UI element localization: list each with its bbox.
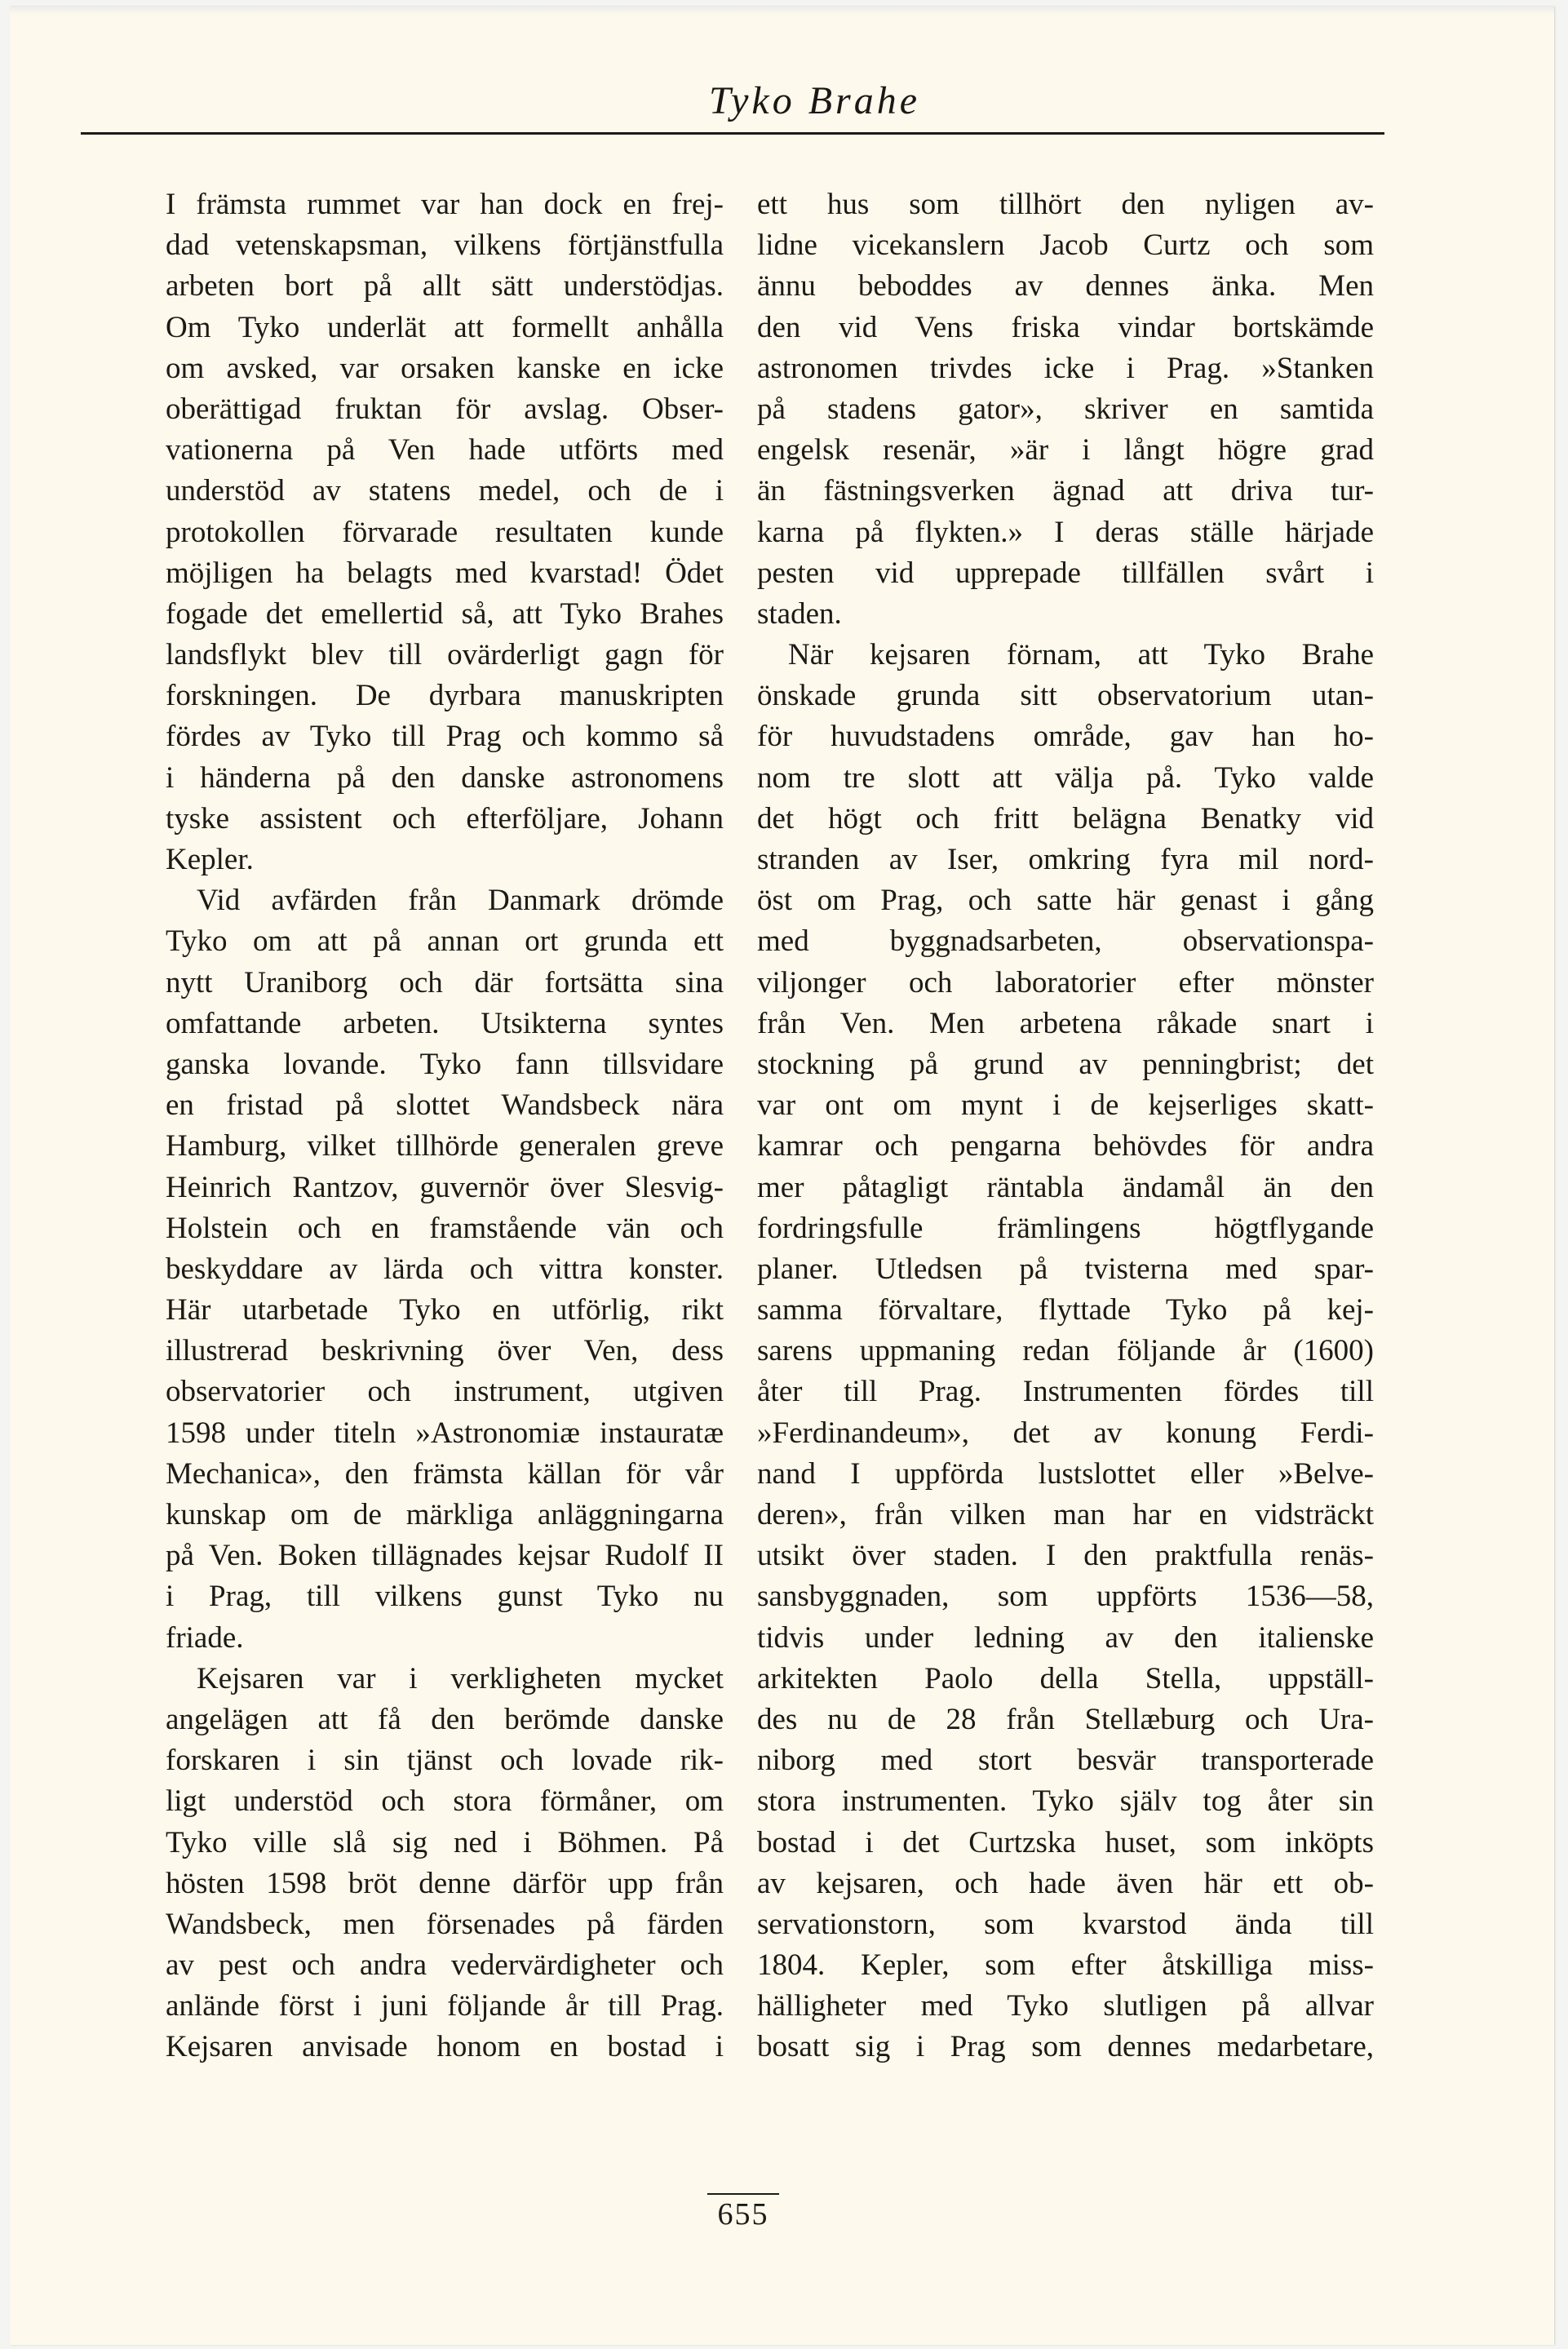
text-line: ett hus som tillhört den nyligen av-: [757, 188, 1374, 221]
text-line: forskningen. De dyrbara manuskripten: [166, 679, 724, 713]
text-line: I främsta rummet var han dock en frej-: [166, 188, 724, 221]
text-line: 1598 under titeln »Astronomiæ instauratæ: [166, 1416, 724, 1450]
text-line: pesten vid upprepade tillfällen svårt i: [757, 556, 1374, 590]
text-line: ännu beboddes av dennes änka. Men: [757, 269, 1374, 304]
text-line: Kejsaren var i verkligheten mycket: [197, 1661, 724, 1695]
text-line: stockning på grund av penningbrist; det: [757, 1047, 1374, 1081]
text-line: understöd av statens medel, och de i: [166, 474, 724, 508]
text-line: astronomen trivdes icke i Prag. »Stanken: [757, 351, 1374, 385]
text-line: protokollen förvarade resultaten kunde: [166, 515, 724, 549]
text-line: arbeten bort på allt sätt understödjas.: [166, 269, 724, 304]
text-line: bosatt sig i Prag som dennes medarbetare,: [757, 2030, 1374, 2064]
text-line: fordringsfulle främlingens högtflygande: [757, 1211, 1374, 1245]
book-page: [10, 7, 1554, 2345]
text-line: på Ven. Boken tillägnades kejsar Rudolf II: [166, 1539, 724, 1573]
text-line: än fästningsverken ägnad att driva tur-: [757, 474, 1374, 508]
text-line: hösten 1598 bröt denne därför upp från: [166, 1866, 724, 1900]
text-line: observatorier och instrument, utgiven: [166, 1375, 724, 1409]
text-line: Kejsaren anvisade honom en bostad i: [166, 2030, 724, 2064]
text-column-left: [166, 184, 724, 2068]
page-top-edge: [10, 7, 1554, 15]
text-line: kamrar och pengarna behövdes för andra: [757, 1129, 1374, 1163]
text-line: nytt Uraniborg och där fortsätta sina: [166, 965, 724, 999]
text-line: nom tre slott att välja på. Tyko valde: [757, 760, 1374, 795]
text-column-right: [757, 184, 1374, 2068]
text-line: det högt och fritt belägna Benatky vid: [757, 801, 1374, 835]
text-line: fördes av Tyko till Prag och kommo så: [166, 720, 724, 754]
text-line: Här utarbetade Tyko en utförlig, rikt: [166, 1293, 724, 1327]
text-line: beskyddare av lärda och vittra konster.: [166, 1252, 724, 1286]
text-line: var ont om mynt i de kejserliges skatt-: [757, 1088, 1374, 1123]
text-line: När kejsaren förnam, att Tyko Brahe: [788, 638, 1374, 672]
text-line: sansbyggnaden, som uppförts 1536—58,: [757, 1580, 1374, 1614]
text-line: hälligheter med Tyko slutligen på allvar: [757, 1989, 1374, 2023]
text-line: fogade det emellertid så, att Tyko Brahes: [166, 596, 724, 631]
text-line: för huvudstadens område, gav han ho-: [757, 720, 1374, 754]
text-line: 1804. Kepler, som efter åtskilliga miss-: [757, 1948, 1374, 1983]
text-line: friade.: [166, 1620, 244, 1655]
text-line: utsikt över staden. I den praktfulla renäs-: [757, 1539, 1374, 1573]
text-line: öst om Prag, och satte här genast i gång: [757, 884, 1374, 918]
text-line: tidvis under ledning av den italienske: [757, 1620, 1374, 1655]
text-line: omfattande arbeten. Utsikterna syntes: [166, 1006, 724, 1040]
text-line: Kepler.: [166, 843, 254, 876]
text-line: forskaren i sin tjänst och lovade rik-: [166, 1744, 724, 1778]
text-line: stora instrumenten. Tyko själv tog åter sin: [757, 1784, 1374, 1819]
text-line: Heinrich Rantzov, guvernör över Slesvig-: [166, 1170, 724, 1204]
text-line: samma förvaltare, flyttade Tyko på kej-: [757, 1293, 1374, 1327]
text-line: möjligen ha belagts med kvarstad! Ödet: [166, 556, 724, 590]
text-line: önskade grunda sitt observatorium utan-: [757, 679, 1374, 713]
text-line: åter till Prag. Instrumenten fördes till: [757, 1375, 1374, 1409]
text-line: karna på flykten.» I deras ställe härjade: [757, 515, 1374, 549]
text-line: Om Tyko underlät att formellt anhålla: [166, 310, 724, 344]
text-line: ganska lovande. Tyko fann tillsvidare: [166, 1047, 724, 1081]
text-line: oberättigad fruktan för avslag. Obser-: [166, 392, 724, 426]
text-line: stranden av Iser, omkring fyra mil nord-: [757, 843, 1374, 876]
text-line: arkitekten Paolo della Stella, uppställ-: [757, 1661, 1374, 1695]
text-line: nand I uppförda lustslottet eller »Belve-: [757, 1456, 1374, 1491]
text-line: engelsk resenär, »är i långt högre grad: [757, 433, 1374, 468]
text-line: dad vetenskapsman, vilkens förtjänstfulla: [166, 228, 724, 263]
text-line: Tyko ville slå sig ned i Böhmen. På: [166, 1825, 724, 1859]
text-line: bostad i det Curtzska huset, som inköpts: [757, 1825, 1374, 1859]
text-line: från Ven. Men arbetena råkade snart i: [757, 1006, 1374, 1040]
header-rule: [81, 132, 1384, 135]
text-line: illustrerad beskrivning över Ven, dess: [166, 1334, 724, 1368]
text-line: tyske assistent och efterföljare, Johann: [166, 801, 724, 835]
text-line: Hamburg, vilket tillhörde generalen greve: [166, 1129, 724, 1163]
text-line: Holstein och en framstående vän och: [166, 1211, 724, 1245]
text-line: på stadens gator», skriver en samtida: [757, 392, 1374, 426]
text-line: vationerna på Ven hade utförts med: [166, 433, 724, 468]
text-line: sarens uppmaning redan följande år (1600): [757, 1334, 1374, 1368]
text-line: servationstorn, som kvarstod ända till: [757, 1907, 1374, 1941]
text-line: planer. Utledsen på tvisterna med spar-: [757, 1252, 1374, 1286]
text-line: mer påtagligt räntabla ändamål än den: [757, 1170, 1374, 1204]
text-line: Vid avfärden från Danmark drömde: [197, 884, 724, 918]
text-line: av kejsaren, och hade även här ett ob-: [757, 1866, 1374, 1900]
text-line: i händerna på den danske astronomens: [166, 760, 724, 795]
text-line: kunskap om de märkliga anläggningarna: [166, 1498, 724, 1531]
page-number-rule: [707, 2193, 779, 2195]
running-head: Tyko Brahe: [708, 79, 921, 122]
text-line: viljonger och laboratorier efter mönster: [757, 965, 1374, 999]
page-number: 655: [717, 2197, 769, 2232]
text-line: deren», från vilken man har en vidsträckt: [757, 1498, 1374, 1531]
text-line: des nu de 28 från Stellæburg och Ura-: [757, 1702, 1374, 1736]
text-line: »Ferdinandeum», det av konung Ferdi-: [757, 1416, 1374, 1450]
text-line: av pest och andra vedervärdigheter och: [166, 1948, 724, 1983]
text-line: Wandsbeck, men försenades på färden: [166, 1907, 724, 1941]
text-line: ligt understöd och stora förmåner, om: [166, 1784, 724, 1819]
text-line: den vid Vens friska vindar bortskämde: [757, 310, 1374, 344]
text-line: om avsked, var orsaken kanske en icke: [166, 351, 724, 385]
text-line: landsflykt blev till ovärderligt gagn för: [166, 638, 724, 672]
text-line: i Prag, till vilkens gunst Tyko nu: [166, 1580, 724, 1614]
text-line: angelägen att få den berömde danske: [166, 1702, 724, 1736]
text-line: lidne vicekanslern Jacob Curtz och som: [757, 228, 1374, 263]
text-line: Tyko om att på annan ort grunda ett: [166, 924, 724, 959]
text-line: en fristad på slottet Wandsbeck nära: [166, 1088, 724, 1123]
text-line: med byggnadsarbeten, observationspa-: [757, 924, 1374, 959]
text-line: niborg med stort besvär transporterade: [757, 1744, 1374, 1778]
text-line: Mechanica», den främsta källan för vår: [166, 1456, 724, 1491]
text-line: staden.: [757, 596, 842, 631]
text-line: anlände först i juni följande år till Prag.: [166, 1989, 724, 2023]
